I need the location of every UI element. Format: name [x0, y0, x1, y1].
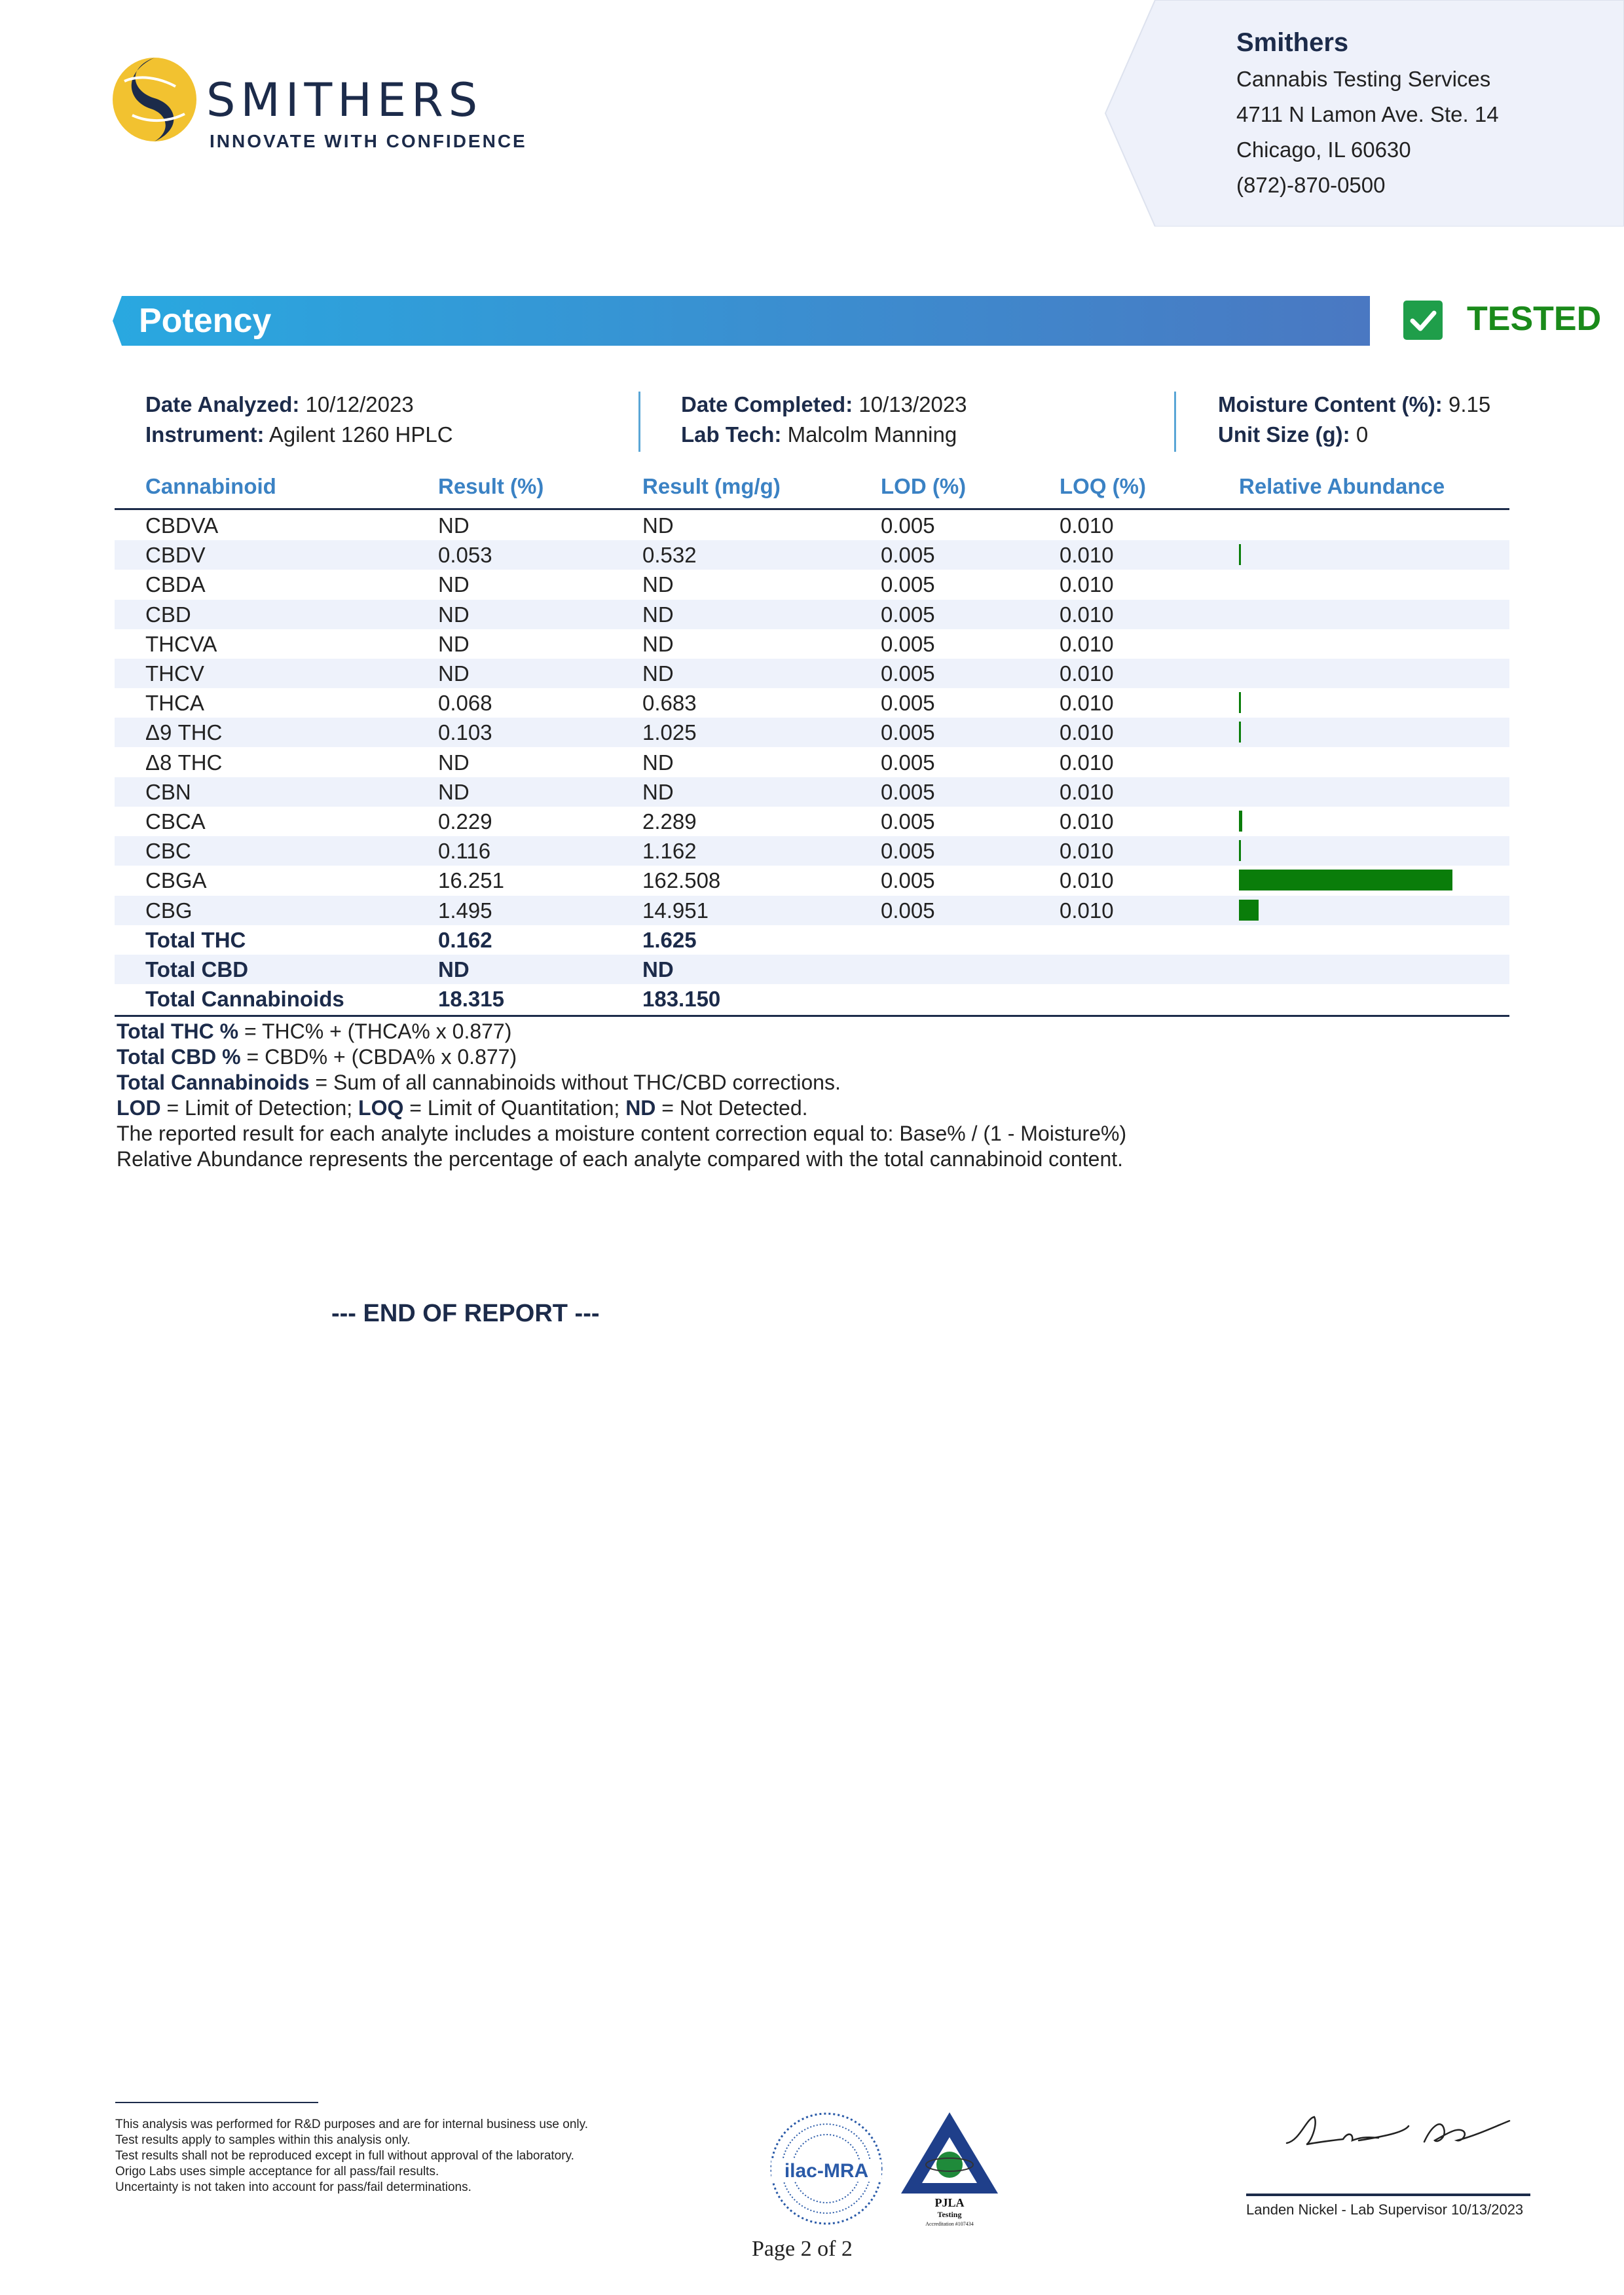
cell-loq: 0.010: [1060, 898, 1114, 923]
pjla-sub-text: Testing: [937, 2210, 962, 2219]
street-address: 4711 N Lamon Ave. Ste. 14: [1236, 102, 1499, 126]
date-completed-label: Date Completed:: [681, 392, 853, 416]
cell-lod: 0.005: [881, 839, 935, 864]
date-analyzed-label: Date Analyzed:: [145, 392, 300, 416]
col-header-cannabinoid: Cannabinoid: [145, 474, 276, 498]
cell-total-pct: 18.315: [438, 987, 504, 1012]
cell-lod: 0.005: [881, 720, 935, 745]
cell-lod: 0.005: [881, 572, 935, 597]
division-name: Cannabis Testing Services: [1236, 67, 1491, 91]
footer-rule: [115, 2102, 318, 2103]
note-thc-text: = THC% + (THCA% x 0.877): [238, 1019, 512, 1043]
note-nd-text: = Not Detected.: [655, 1096, 808, 1120]
disclaimer-line: Origo Labs uses simple acceptance for all pass/fail results.: [115, 2165, 439, 2178]
col-header-relative-abundance: Relative Abundance: [1239, 474, 1445, 498]
cell-cannabinoid: Δ9 THC: [145, 720, 223, 745]
cell-result-mgg: 162.508: [642, 868, 721, 893]
meta-group-analysis: [145, 390, 453, 450]
meta-group-sample: [1218, 390, 1490, 450]
meta-divider: [638, 392, 640, 452]
cell-total-name: Total Cannabinoids: [145, 987, 344, 1012]
table-row: [115, 629, 1509, 659]
cell-result-mgg: ND: [642, 779, 674, 804]
note-moisture: The reported result for each analyte includes a moisture content correction equal to: Base% / (1 - Moisture%): [117, 1122, 1127, 1145]
cell-lod: 0.005: [881, 631, 935, 656]
cell-result-pct: ND: [438, 661, 470, 686]
cell-result-pct: 1.495: [438, 898, 492, 923]
table-row: [115, 511, 1509, 540]
col-header-lod: LOD (%): [881, 474, 967, 498]
disclaimer: [115, 2117, 588, 2195]
definitions-notes: [117, 1019, 1126, 1172]
pjla-text: PJLA: [934, 2196, 965, 2209]
city-address: Chicago, IL 60630: [1236, 138, 1411, 162]
cell-loq: 0.010: [1060, 661, 1114, 686]
cell-loq: 0.010: [1060, 839, 1114, 864]
table-row: [115, 540, 1509, 570]
table-total-row: [115, 984, 1509, 1014]
cell-loq: 0.010: [1060, 691, 1114, 716]
cell-lod: 0.005: [881, 750, 935, 775]
company-name: Smithers: [1236, 28, 1349, 57]
cell-cannabinoid: CBDV: [145, 543, 206, 568]
cell-lod: 0.005: [881, 898, 935, 923]
pjla-accreditation-text: Accreditation #107434: [925, 2221, 974, 2227]
cell-loq: 0.010: [1060, 513, 1114, 538]
cell-result-mgg: ND: [642, 631, 674, 656]
note-cbd-text: = CBD% + (CBDA% x 0.877): [240, 1045, 517, 1069]
cell-result-mgg: ND: [642, 572, 674, 597]
cell-cannabinoid: CBD: [145, 602, 191, 627]
date-analyzed-value: 10/12/2023: [305, 392, 414, 416]
cell-cannabinoid: CBDVA: [145, 513, 219, 538]
logo-name: SMITHERS: [206, 73, 483, 127]
note-loq-label: LOQ: [358, 1096, 404, 1120]
table-row: [115, 866, 1509, 895]
meta-group-completion: [681, 390, 967, 450]
disclaimer-line: Uncertainty is not taken into account for pass/fail determinations.: [115, 2180, 471, 2194]
check-icon: [1403, 301, 1443, 340]
table-row: [115, 688, 1509, 718]
page-number: Page 2 of 2: [752, 2237, 853, 2261]
abundance-bar: [1239, 811, 1242, 832]
cell-result-mgg: 14.951: [642, 898, 709, 923]
abundance-bar: [1239, 900, 1259, 921]
cell-loq: 0.010: [1060, 809, 1114, 834]
cell-result-pct: ND: [438, 513, 470, 538]
table-total-row: [115, 955, 1509, 984]
cell-cannabinoid: THCV: [145, 661, 204, 686]
table-row: [115, 896, 1509, 925]
cell-loq: 0.010: [1060, 750, 1114, 775]
cell-result-mgg: ND: [642, 513, 674, 538]
cell-total-mgg: 1.625: [642, 927, 697, 952]
table-row: [115, 748, 1509, 777]
cell-result-pct: ND: [438, 750, 470, 775]
table-row: [115, 836, 1509, 866]
moisture-label: Moisture Content (%):: [1218, 392, 1443, 416]
cell-total-pct: ND: [438, 957, 470, 982]
cell-loq: 0.010: [1060, 602, 1114, 627]
lab-tech-value: Malcolm Manning: [787, 422, 957, 447]
cell-total-mgg: 183.150: [642, 987, 721, 1012]
abundance-bar: [1239, 692, 1241, 713]
cell-lod: 0.005: [881, 868, 935, 893]
section-banner: [113, 296, 1370, 346]
instrument-label: Instrument:: [145, 422, 265, 447]
disclaimer-line: Test results shall not be reproduced except in full without approval of the laboratory.: [115, 2149, 574, 2163]
note-total-text: = Sum of all cannabinoids without THC/CBD corrections.: [309, 1071, 841, 1094]
meta-divider: [1174, 392, 1176, 452]
table-header-rule: [115, 508, 1509, 510]
date-completed-value: 10/13/2023: [858, 392, 967, 416]
cell-result-mgg: 1.162: [642, 839, 697, 864]
cell-loq: 0.010: [1060, 779, 1114, 804]
table-total-row: [115, 925, 1509, 955]
abundance-bar: [1239, 870, 1452, 890]
cell-cannabinoid: CBCA: [145, 809, 206, 834]
cell-result-pct: 0.229: [438, 809, 492, 834]
moisture-value: 9.15: [1448, 392, 1491, 416]
cell-result-pct: 0.068: [438, 691, 492, 716]
note-loq-text: = Limit of Quantitation;: [403, 1096, 626, 1120]
col-header-result-mgg: Result (mg/g): [642, 474, 781, 498]
col-header-result-pct: Result (%): [438, 474, 544, 498]
tested-status: TESTED: [1467, 300, 1602, 338]
note-lod-label: LOD: [117, 1096, 161, 1120]
cell-lod: 0.005: [881, 809, 935, 834]
cell-cannabinoid: CBDA: [145, 572, 206, 597]
cell-result-mgg: 0.683: [642, 691, 697, 716]
table-row: [115, 659, 1509, 688]
cell-lod: 0.005: [881, 513, 935, 538]
section-title: Potency: [139, 302, 272, 340]
table-bottom-rule: [115, 1015, 1509, 1017]
ilac-mra-seal-icon: [767, 2110, 885, 2228]
end-of-report: --- END OF REPORT ---: [331, 1300, 600, 1327]
note-total-label: Total Cannabinoids: [117, 1071, 310, 1094]
instrument-value: Agilent 1260 HPLC: [268, 422, 453, 447]
cell-loq: 0.010: [1060, 720, 1114, 745]
note-cbd-label: Total CBD %: [117, 1045, 241, 1069]
col-header-loq: LOQ (%): [1060, 474, 1146, 498]
note-thc-label: Total THC %: [117, 1019, 239, 1043]
cell-result-mgg: 1.025: [642, 720, 697, 745]
unit-size-label: Unit Size (g):: [1218, 422, 1350, 447]
cell-cannabinoid: THCA: [145, 691, 204, 716]
cell-cannabinoid: THCVA: [145, 631, 217, 656]
abundance-bar: [1239, 840, 1241, 861]
cell-result-pct: 0.053: [438, 543, 492, 568]
abundance-bar: [1239, 722, 1241, 743]
cell-total-name: Total CBD: [145, 957, 249, 982]
cell-result-mgg: ND: [642, 750, 674, 775]
ilac-text: ilac-MRA: [784, 2160, 869, 2182]
cell-cannabinoid: CBN: [145, 779, 191, 804]
cell-result-pct: ND: [438, 602, 470, 627]
cell-lod: 0.005: [881, 691, 935, 716]
note-lod-text: = Limit of Detection;: [160, 1096, 359, 1120]
unit-size-value: 0: [1356, 422, 1369, 447]
cell-lod: 0.005: [881, 602, 935, 627]
logo-tagline: INNOVATE WITH CONFIDENCE: [210, 131, 527, 151]
cell-total-mgg: ND: [642, 957, 674, 982]
cell-result-pct: 0.103: [438, 720, 492, 745]
cell-cannabinoid: CBC: [145, 839, 191, 864]
cell-lod: 0.005: [881, 779, 935, 804]
cell-lod: 0.005: [881, 543, 935, 568]
lab-address: [1236, 24, 1499, 203]
abundance-bar: [1239, 544, 1241, 565]
pjla-logo-icon: [897, 2110, 1002, 2228]
cell-result-mgg: ND: [642, 661, 674, 686]
cell-result-pct: ND: [438, 572, 470, 597]
cell-loq: 0.010: [1060, 543, 1114, 568]
table-row: [115, 600, 1509, 629]
table-row: [115, 777, 1509, 807]
cell-result-pct: ND: [438, 631, 470, 656]
lab-tech-label: Lab Tech:: [681, 422, 782, 447]
cell-lod: 0.005: [881, 661, 935, 686]
cell-total-pct: 0.162: [438, 927, 492, 952]
note-nd-label: ND: [625, 1096, 656, 1120]
cell-cannabinoid: Δ8 THC: [145, 750, 223, 775]
cell-result-mgg: 2.289: [642, 809, 697, 834]
cell-cannabinoid: CBGA: [145, 868, 207, 893]
disclaimer-line: This analysis was performed for R&D purposes and are for internal business use only.: [115, 2118, 588, 2131]
signature-icon: [1280, 2112, 1516, 2157]
cell-loq: 0.010: [1060, 572, 1114, 597]
table-row: [115, 807, 1509, 836]
signature-line: [1246, 2194, 1530, 2196]
cell-total-name: Total THC: [145, 927, 246, 952]
table-row: [115, 718, 1509, 747]
disclaimer-line: Test results apply to samples within this analysis only.: [115, 2133, 411, 2147]
cell-result-mgg: 0.532: [642, 543, 697, 568]
cell-cannabinoid: CBG: [145, 898, 193, 923]
table-row: [115, 570, 1509, 599]
signer-name: Landen Nickel - Lab Supervisor 10/13/2023: [1246, 2201, 1524, 2218]
cell-result-mgg: ND: [642, 602, 674, 627]
cell-result-pct: ND: [438, 779, 470, 804]
note-abundance: Relative Abundance represents the percentage of each analyte compared with the total cannabinoid content.: [117, 1147, 1124, 1171]
cell-loq: 0.010: [1060, 868, 1114, 893]
cell-loq: 0.010: [1060, 631, 1114, 656]
phone-number: (872)-870-0500: [1236, 173, 1386, 197]
cell-result-pct: 0.116: [438, 839, 491, 864]
cell-result-pct: 16.251: [438, 868, 504, 893]
